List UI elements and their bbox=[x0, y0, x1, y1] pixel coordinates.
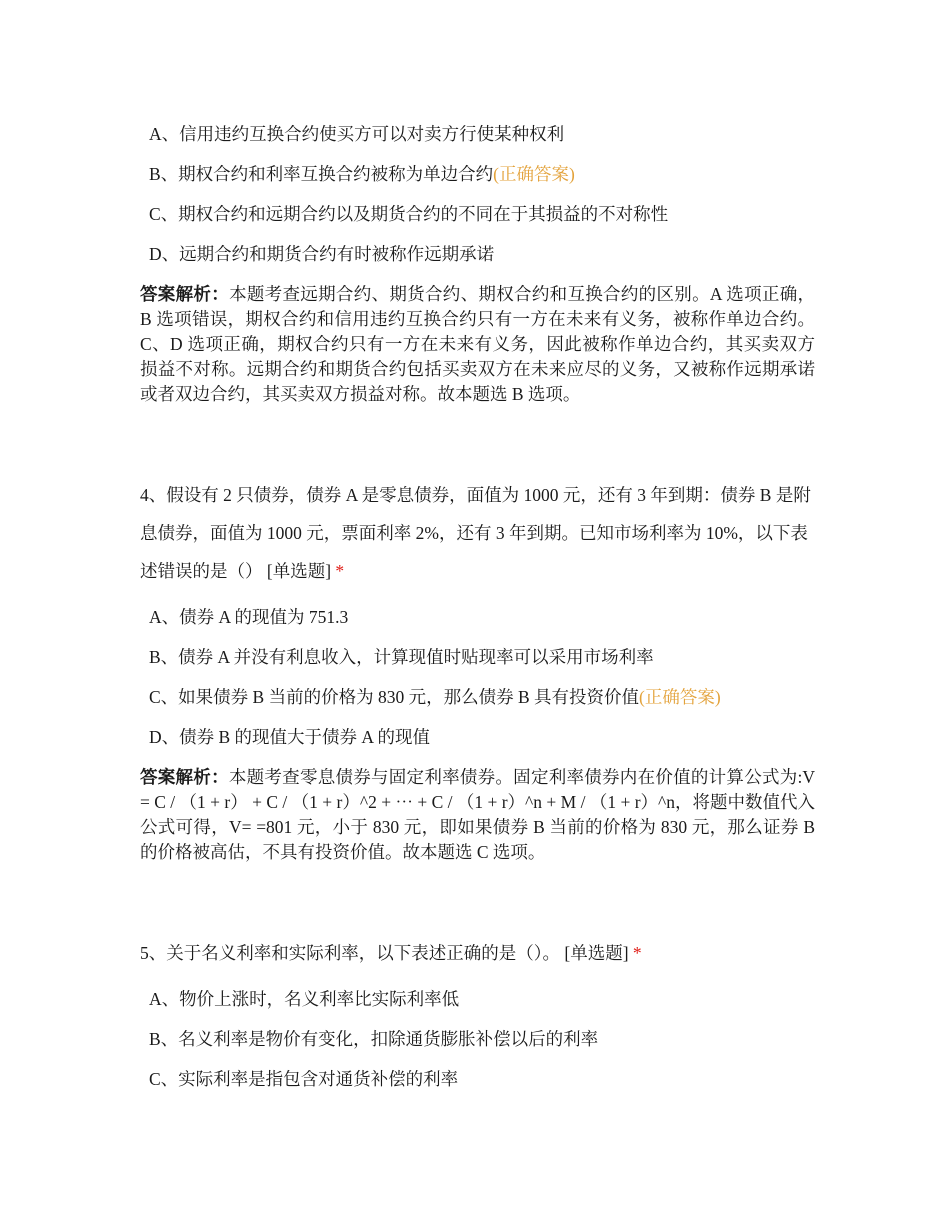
q5-stem bbox=[140, 934, 812, 972]
option-text: D、远期合约和期货合约有时被称作远期承诺 bbox=[149, 244, 495, 264]
option-text: B、期权合约和利率互换合约被称为单边合约 bbox=[149, 164, 494, 184]
option-text: C、期权合约和远期合约以及期货合约的不同在于其损益的不对称性 bbox=[149, 204, 669, 224]
q3-option-a[interactable] bbox=[149, 123, 564, 145]
q5-option-c[interactable] bbox=[149, 1068, 458, 1090]
option-text: A、信用违约互换合约使买方可以对卖方行使某种权利 bbox=[149, 124, 565, 144]
required-mark: * bbox=[632, 943, 642, 963]
option-text: B、名义利率是物价有变化，扣除通货膨胀补偿以后的利率 bbox=[149, 1029, 599, 1049]
analysis-text: 本题考查远期合约、期货合约、期权合约和互换合约的区别。A 选项正确，B 选项错误，期权合约和信用违约互换合约只有一方在未来有义务，被称作单边合约。C、D 选项正确，期权合约只有一方在未来有义务，因此被称作单边合约，其买卖双方损益不对称。远期合约和期货合约包括买卖双方在未来应尽的义务，又被称作远期承诺或者双边合约，其买卖双方损益对称。故本题选 B 选项。 bbox=[140, 284, 816, 404]
q4-analysis bbox=[140, 765, 815, 865]
analysis-text: 本题考查零息债券与固定利率债券。固定利率债券内在价值的计算公式为:V = C / （1 + r） + C / （1 + r）^2 + ⋯ + C / （1 + r）^n + M / （1 + r）^n，将题中数值代入公式可得，V= =801 元，小于 830 元，即如果债券 B 当前的价格为 830 元，那么证券 B 的价格被高估，不具有投资价值。故本题选 C 选项。 bbox=[140, 767, 816, 862]
q3-analysis bbox=[140, 282, 815, 407]
question-text: 4、假设有 2 只债券，债券 A 是零息债券，面值为 1000 元，还有 3 年到期：债券 B 是附息债券，面值为 1000 元，票面利率 2%，还有 3 年到期。已知市场利率为 10%，以下表述错误的是（） [单选题] bbox=[140, 485, 811, 581]
option-text: B、债券 A 并没有利息收入，计算现值时贴现率可以采用市场利率 bbox=[149, 647, 654, 667]
correct-answer-mark: (正确答案) bbox=[493, 164, 575, 184]
option-text: D、债券 B 的现值大于债券 A 的现值 bbox=[149, 727, 430, 747]
correct-answer-mark: (正确答案) bbox=[639, 687, 721, 707]
q3-option-c[interactable] bbox=[149, 203, 668, 225]
required-mark: * bbox=[335, 561, 345, 581]
q5-option-a[interactable] bbox=[149, 988, 459, 1010]
q3-option-d[interactable] bbox=[149, 243, 494, 265]
q4-option-b[interactable] bbox=[149, 646, 654, 668]
option-text: C、实际利率是指包含对通货补偿的利率 bbox=[149, 1069, 459, 1089]
q4-option-d[interactable] bbox=[149, 726, 430, 748]
q3-option-b[interactable] bbox=[149, 163, 575, 185]
analysis-label: 答案解析： bbox=[140, 284, 230, 304]
option-text: A、物价上涨时，名义利率比实际利率低 bbox=[149, 989, 460, 1009]
q5-option-b[interactable] bbox=[149, 1028, 598, 1050]
q4-option-c[interactable] bbox=[149, 686, 721, 708]
q4-option-a[interactable] bbox=[149, 606, 348, 628]
option-text: A、债券 A 的现值为 751.3 bbox=[149, 607, 349, 627]
analysis-label: 答案解析： bbox=[140, 767, 229, 787]
q4-stem bbox=[140, 476, 812, 590]
option-text: C、如果债券 B 当前的价格为 830 元，那么债券 B 具有投资价值 bbox=[149, 687, 640, 707]
question-text: 5、关于名义利率和实际利率，以下表述正确的是（）。 [单选题] bbox=[140, 943, 633, 963]
